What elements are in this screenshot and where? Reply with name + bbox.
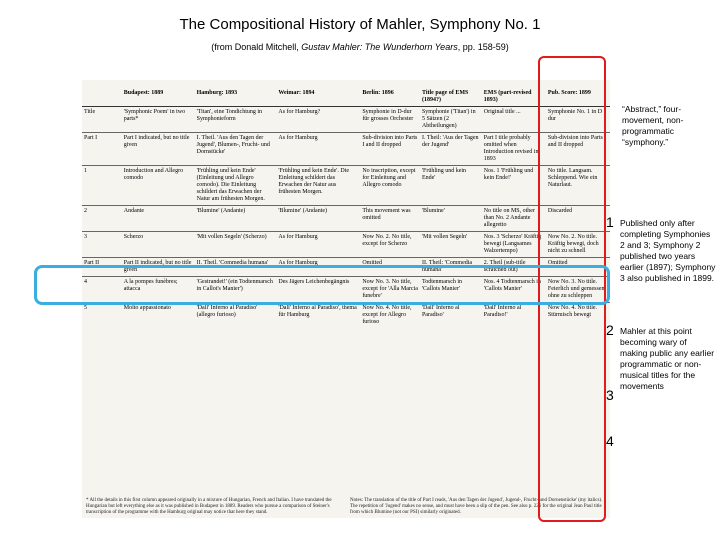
row-label: 3 xyxy=(82,232,120,258)
row-label: 5 xyxy=(82,303,120,329)
table-cell: Now No. 2. No title, except for Scherzo xyxy=(360,232,420,258)
table-cell: Now No. 3. No title, except for 'Alla Marcia funebre' xyxy=(360,277,420,303)
table-cell: Omitted xyxy=(546,258,610,277)
table-row xyxy=(82,232,610,258)
table-cell: Nos. 1 'Frühling und kein Ende!' xyxy=(482,166,546,206)
table-row xyxy=(82,166,610,206)
andante-row-highlight xyxy=(34,265,610,305)
note-number-4: 4 xyxy=(606,433,614,449)
note-number-2: 2 xyxy=(606,322,614,338)
table-cell: As for Hamburg? xyxy=(276,107,360,133)
book-title: Gustav Mahler: The Wunderhorn Years xyxy=(301,42,458,52)
row-label: Part II xyxy=(82,258,120,277)
table-cell: Part I indicated, but no title given xyxy=(122,133,195,166)
table-cell: No inscription, except for Einleitung and Allegro comodo xyxy=(360,166,420,206)
table-cell: No title on MS, other than No. 2 Andante allegretto xyxy=(482,206,546,232)
table-cell: Discarded xyxy=(546,206,610,232)
slide-subtitle: (from Donald Mitchell, Gustav Mahler: The Wunderhorn Years, pp. 158-59) xyxy=(211,42,509,52)
table-header-row xyxy=(82,80,610,107)
table-cell: Nos. 4 Todtenmarsch in 'Callots Manier' xyxy=(482,277,546,303)
note-number-3: 3 xyxy=(606,387,614,403)
table-cell: 'Blumine' xyxy=(420,206,482,232)
table-cell: Nos. 3 'Scherzo' Kräftig bewegt (Langsames Walzertempo) xyxy=(482,232,546,258)
column-header xyxy=(82,80,120,107)
table-cell: Symphonie in D-dur für grosses Orchester xyxy=(360,107,420,133)
table-cell: 'Mit vollen Segeln' xyxy=(420,232,482,258)
table-cell: 'Dall' Inferno al Paradiso!' xyxy=(482,303,546,329)
table-cell: This movement was omitted xyxy=(360,206,420,232)
table-cell: As for Hamburg xyxy=(276,258,360,277)
table-cell: Part I title probably omitted when Introduction revised in 1893 xyxy=(482,133,546,166)
table-cell: 'Symphonic Poem' in two parts* xyxy=(122,107,195,133)
table-cell: No title. Langsam. Schleppend. Wie ein Naturlaut. xyxy=(546,166,610,206)
note-number-1: 1 xyxy=(606,214,614,230)
table-cell: II. Theil. 'Commedia humana' xyxy=(195,258,277,277)
column-header: Title page of EMS (1894?) xyxy=(420,80,482,107)
row-label: 1 xyxy=(82,166,120,206)
table-cell: 'Blumine' (Andante) xyxy=(195,206,277,232)
column-header: Pub. Score: 1899 xyxy=(546,80,610,107)
row-label: 4 xyxy=(82,277,120,303)
table-cell: Omitted xyxy=(360,258,420,277)
table-cell: Sub-division into Parts I and II dropped xyxy=(546,133,610,166)
slide-title: The Compositional History of Mahler, Symphony No. 1 xyxy=(179,16,541,33)
table-cell: 'Gestrandet!' (ein Todtenmarsch in Callot's Manier') xyxy=(195,277,277,303)
table-cell: 'Dall' Inferno al Paradiso', thema für Hamburg xyxy=(276,303,360,329)
table-cell: Molto appassionato xyxy=(122,303,195,329)
table-cell: II. Theil: 'Commedia humana' xyxy=(420,258,482,277)
row-label: 2 xyxy=(82,206,120,232)
footnote-left: * All the details in this first column appeared originally in a mixture of Hungarian, French and Italian. I have translated the Hungarian but left everything else as it was published in Budapest in 1889. Readers who pursue a comparison of Steiner's transcription of the programme with the Hamburg original may notice that here they stand. xyxy=(86,498,332,515)
abstract-note: “Abstract,” four-movement, non-programmatic “symphony.” xyxy=(622,104,684,147)
table-cell: 'Frühling und kein Ende'. Die Einleitung schildert das Erwachen der Natur aus frühesten Morgen. xyxy=(276,166,360,206)
table-footnotes xyxy=(86,498,606,516)
table-cell: A la pompes funèbres; attacca xyxy=(122,277,195,303)
column-header: Hamburg: 1893 xyxy=(195,80,277,107)
row-label: Part I xyxy=(82,133,120,166)
table-cell: 'Frühling und kein Ende' (Einleitung und Allegro comodo). Die Einleitung schildert das Erwachen der Natur am frühesten Morgen. xyxy=(195,166,277,206)
table-cell: Des Jägers Leichenbegängnis xyxy=(276,277,360,303)
table-cell: I. Theil. 'Aus den Tagen der Jugend', Blumen-, Frucht- und Dornstücke' xyxy=(195,133,277,166)
table-cell: 2. Theil (sub-title scratched out) xyxy=(482,258,546,277)
footnote-right: Notes: The translation of the title of Part I reads, 'Aus den Tagen der Jugend', Jugend-, Frucht- und Dornenstücke' (my italics). The repetition of 'Jugend' makes no sense, and must have been a slip of the pen. See also p. 226 for the original Jean Paul title from which Blumine (not our PSI) similarly originated. xyxy=(350,498,603,515)
column-header: Budapest: 1889 xyxy=(122,80,195,107)
table-row xyxy=(82,107,610,133)
row-label: Title xyxy=(82,107,120,133)
table-cell: Todtenmarsch in 'Callots Manier' xyxy=(420,277,482,303)
table-cell: As for Hamburg xyxy=(276,133,360,166)
table-cell: Now No. 3. No title. Feierlich und gemessen, ohne zu schleppen xyxy=(546,277,610,303)
table-cell: Andante xyxy=(122,206,195,232)
table-cell: Sub-division into Parts I and II dropped xyxy=(360,133,420,166)
table-row xyxy=(82,303,610,329)
table-cell: Scherzo xyxy=(122,232,195,258)
table-cell: As for Hamburg xyxy=(276,232,360,258)
column-header: Weimar: 1894 xyxy=(276,80,360,107)
table-cell: 'Dall' Inferno al Paradiso' xyxy=(420,303,482,329)
table-cell: Part II indicated, but no title given xyxy=(122,258,195,277)
table-cell: Introduction and Allegro comodo xyxy=(122,166,195,206)
note-1-text: Published only after completing Symphonies 2 and 3; Symphony 2 published two years earlier (1897); Symphony 3 also published in 1899. xyxy=(620,218,716,283)
table-cell: 'Dall' Inferno al Paradiso' (allegro furioso) xyxy=(195,303,277,329)
column-header: Berlin: 1896 xyxy=(360,80,420,107)
table-cell: 'Frühling und kein Ende' xyxy=(420,166,482,206)
table-cell: 'Blumine' (Andante) xyxy=(276,206,360,232)
table-cell: Now No. 2. No title. Kräftig bewegt, doch nicht zu schnell xyxy=(546,232,610,258)
table-cell: Symphonie ('Titan') in 5 Sätzen (2 Abtheilungen) xyxy=(420,107,482,133)
column-header: EMS (part-revised 1893) xyxy=(482,80,546,107)
table-cell: Symphonie No. 1 in D dur xyxy=(546,107,610,133)
table-cell: I. Theil: 'Aus der Tagen der Jugend' xyxy=(420,133,482,166)
table-cell: Now No. 4. No title, except for Allegro furioso xyxy=(360,303,420,329)
table-row xyxy=(82,206,610,232)
table-cell: 'Titan', eine Tondichtung in Symphonieform xyxy=(195,107,277,133)
table-cell: Original title ... xyxy=(482,107,546,133)
note-2-text: Mahler at this point becoming wary of making public any earlier programmatic or non-musical titles for the movements xyxy=(620,326,715,391)
table-cell: 'Mit vollen Segeln' (Scherzo) xyxy=(195,232,277,258)
table-cell: Now No. 4. No title. Stürmisch bewegt xyxy=(546,303,610,329)
table-row xyxy=(82,133,610,166)
